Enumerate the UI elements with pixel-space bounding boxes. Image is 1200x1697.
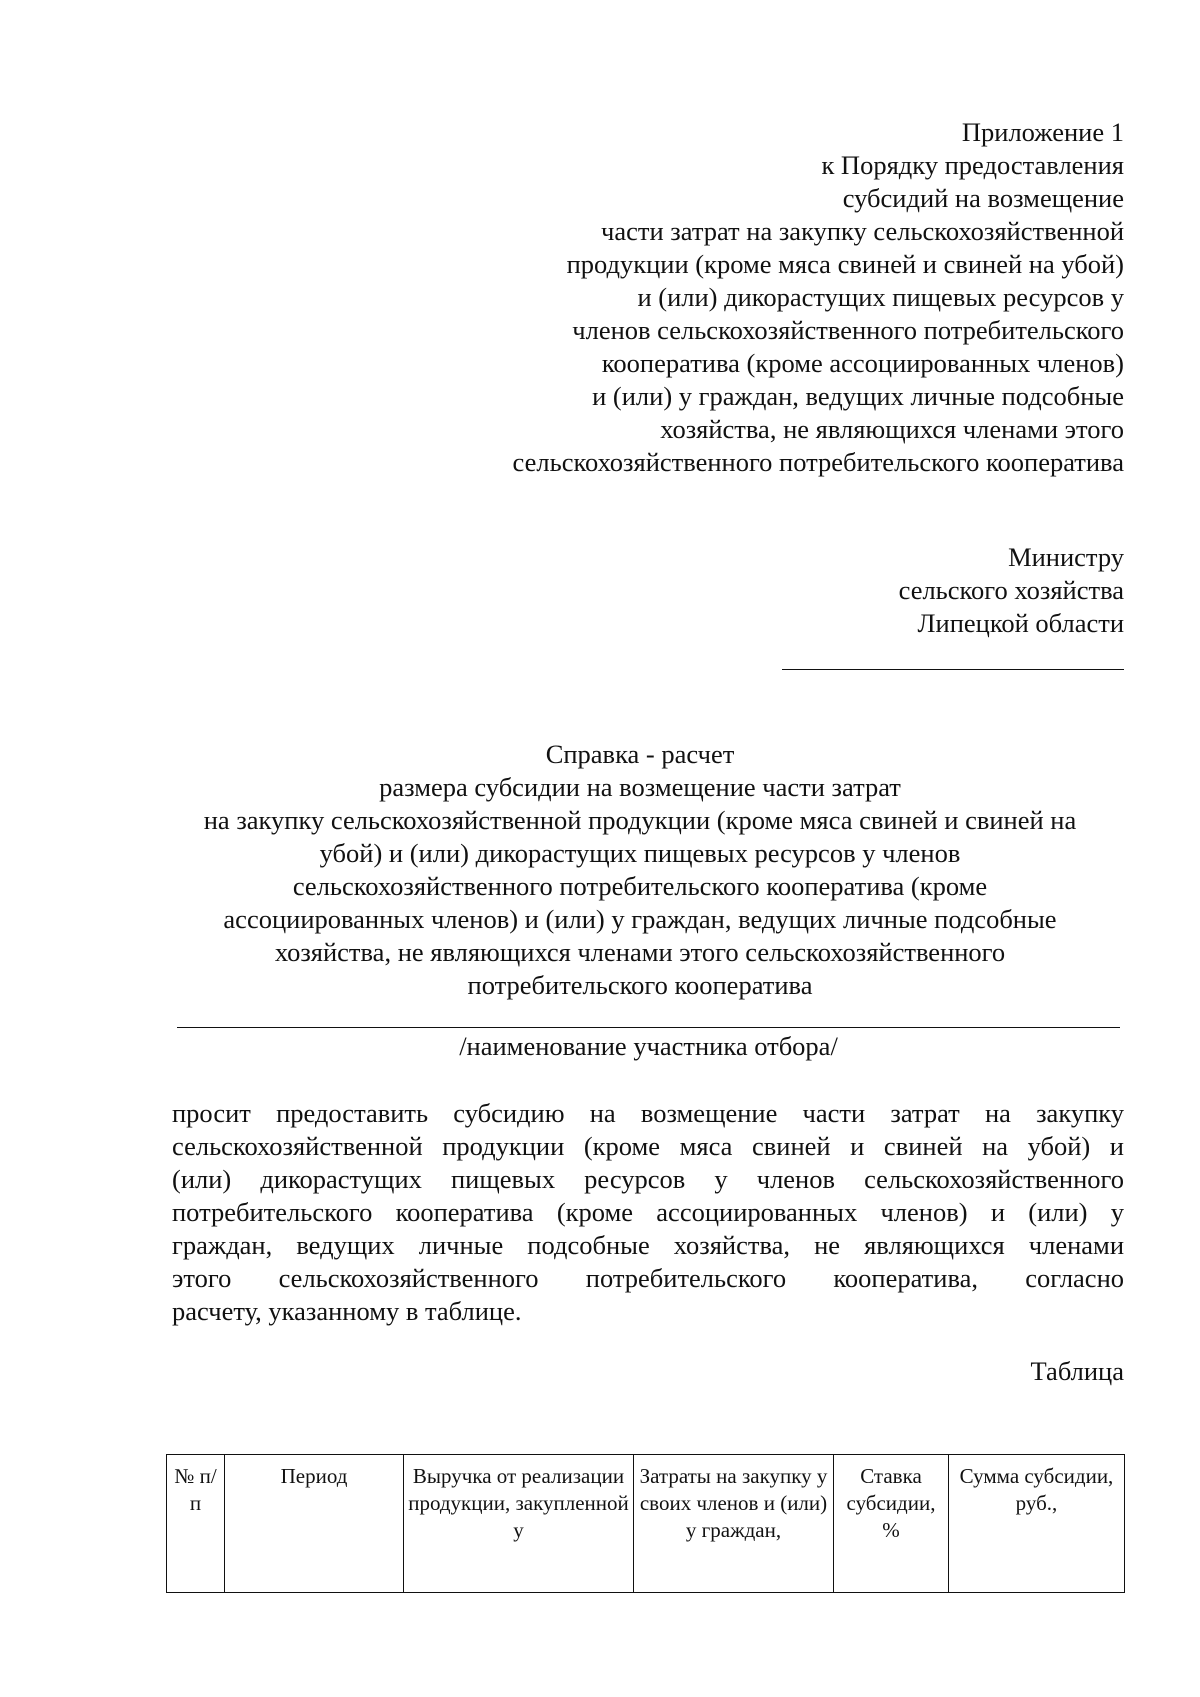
appendix-line: субсидий на возмещение [842, 183, 1124, 213]
header-cell-rate: Ставка субсидии, % [834, 1455, 949, 1593]
header-cell-costs: Затраты на закупку у своих членов и (или) у граждан, [634, 1455, 834, 1593]
heading-line: убой) и (или) дикорастущих пищевых ресурсов у членов [319, 838, 961, 868]
appendix-line: продукции (кроме мяса свиней и свиней на убой) [566, 249, 1124, 279]
participant-name-blank-line [177, 1027, 1120, 1028]
paragraph-line: потребительского кооператива (кроме ассоциированных членов) и (или) у [172, 1197, 1124, 1227]
appendix-line: и (или) у граждан, ведущих личные подсобные [592, 381, 1124, 411]
addressee-blank-line [782, 669, 1124, 670]
addressee-line: Липецкой области [917, 608, 1124, 638]
heading-title: Справка - расчет [545, 739, 735, 769]
paragraph-line: (или) дикорастущих пищевых ресурсов у членов сельскохозяйственного [172, 1164, 1124, 1194]
appendix-line: и (или) дикорастущих пищевых ресурсов у [637, 282, 1124, 312]
heading-line: на закупку сельскохозяйственной продукции (кроме мяса свиней и свиней на [203, 805, 1077, 835]
paragraph-line: граждан, ведущих личные подсобные хозяйства, не являющихся членами [172, 1230, 1124, 1260]
addressee-block [700, 541, 1124, 640]
request-paragraph [172, 1097, 1124, 1328]
appendix-header [420, 116, 1124, 479]
paragraph-line: расчету, указанному в таблице. [172, 1296, 522, 1326]
heading-line: хозяйства, не являющихся членами этого сельскохозяйственного [274, 937, 1006, 967]
table-label: Таблица [1030, 1356, 1124, 1386]
paragraph-line: просит предоставить субсидию на возмещение части затрат на закупку [172, 1098, 1124, 1128]
appendix-line: Приложение 1 [961, 117, 1124, 147]
header-cell-number: № п/п [167, 1455, 225, 1593]
heading-line: сельскохозяйственного потребительского кооператива (кроме [292, 871, 988, 901]
header-cell-revenue: Выручка от реализации продукции, закупленной у [404, 1455, 634, 1593]
appendix-line: хозяйства, не являющихся членами этого [660, 414, 1124, 444]
subsidy-calculation-table [166, 1454, 1125, 1593]
appendix-line: к Порядку предоставления [821, 150, 1124, 180]
header-cell-amount: Сумма субсидии, руб., [949, 1455, 1125, 1593]
appendix-line: кооператива (кроме ассоциированных членов) [601, 348, 1124, 378]
document-heading [160, 738, 1120, 1002]
heading-line: размера субсидии на возмещение части затрат [379, 772, 901, 802]
header-cell-period: Период [225, 1455, 404, 1593]
table-header-row [167, 1455, 1125, 1593]
addressee-line: Министру [1008, 542, 1124, 572]
appendix-line: части затрат на закупку сельскохозяйственной [601, 216, 1124, 246]
addressee-line: сельского хозяйства [898, 575, 1124, 605]
heading-line: потребительского кооператива [467, 970, 813, 1000]
participant-name-caption: /наименование участника отбора/ [459, 1031, 838, 1061]
heading-line: ассоциированных членов) и (или) у граждан, ведущих личные подсобные [223, 904, 1057, 934]
paragraph-line: сельскохозяйственной продукции (кроме мяса свиней и свиней на убой) и [172, 1131, 1124, 1161]
appendix-line: сельскохозяйственного потребительского кооператива [512, 447, 1124, 477]
paragraph-line: этого сельскохозяйственного потребительского кооператива, согласно [172, 1263, 1124, 1293]
appendix-line: членов сельскохозяйственного потребительского [572, 315, 1124, 345]
